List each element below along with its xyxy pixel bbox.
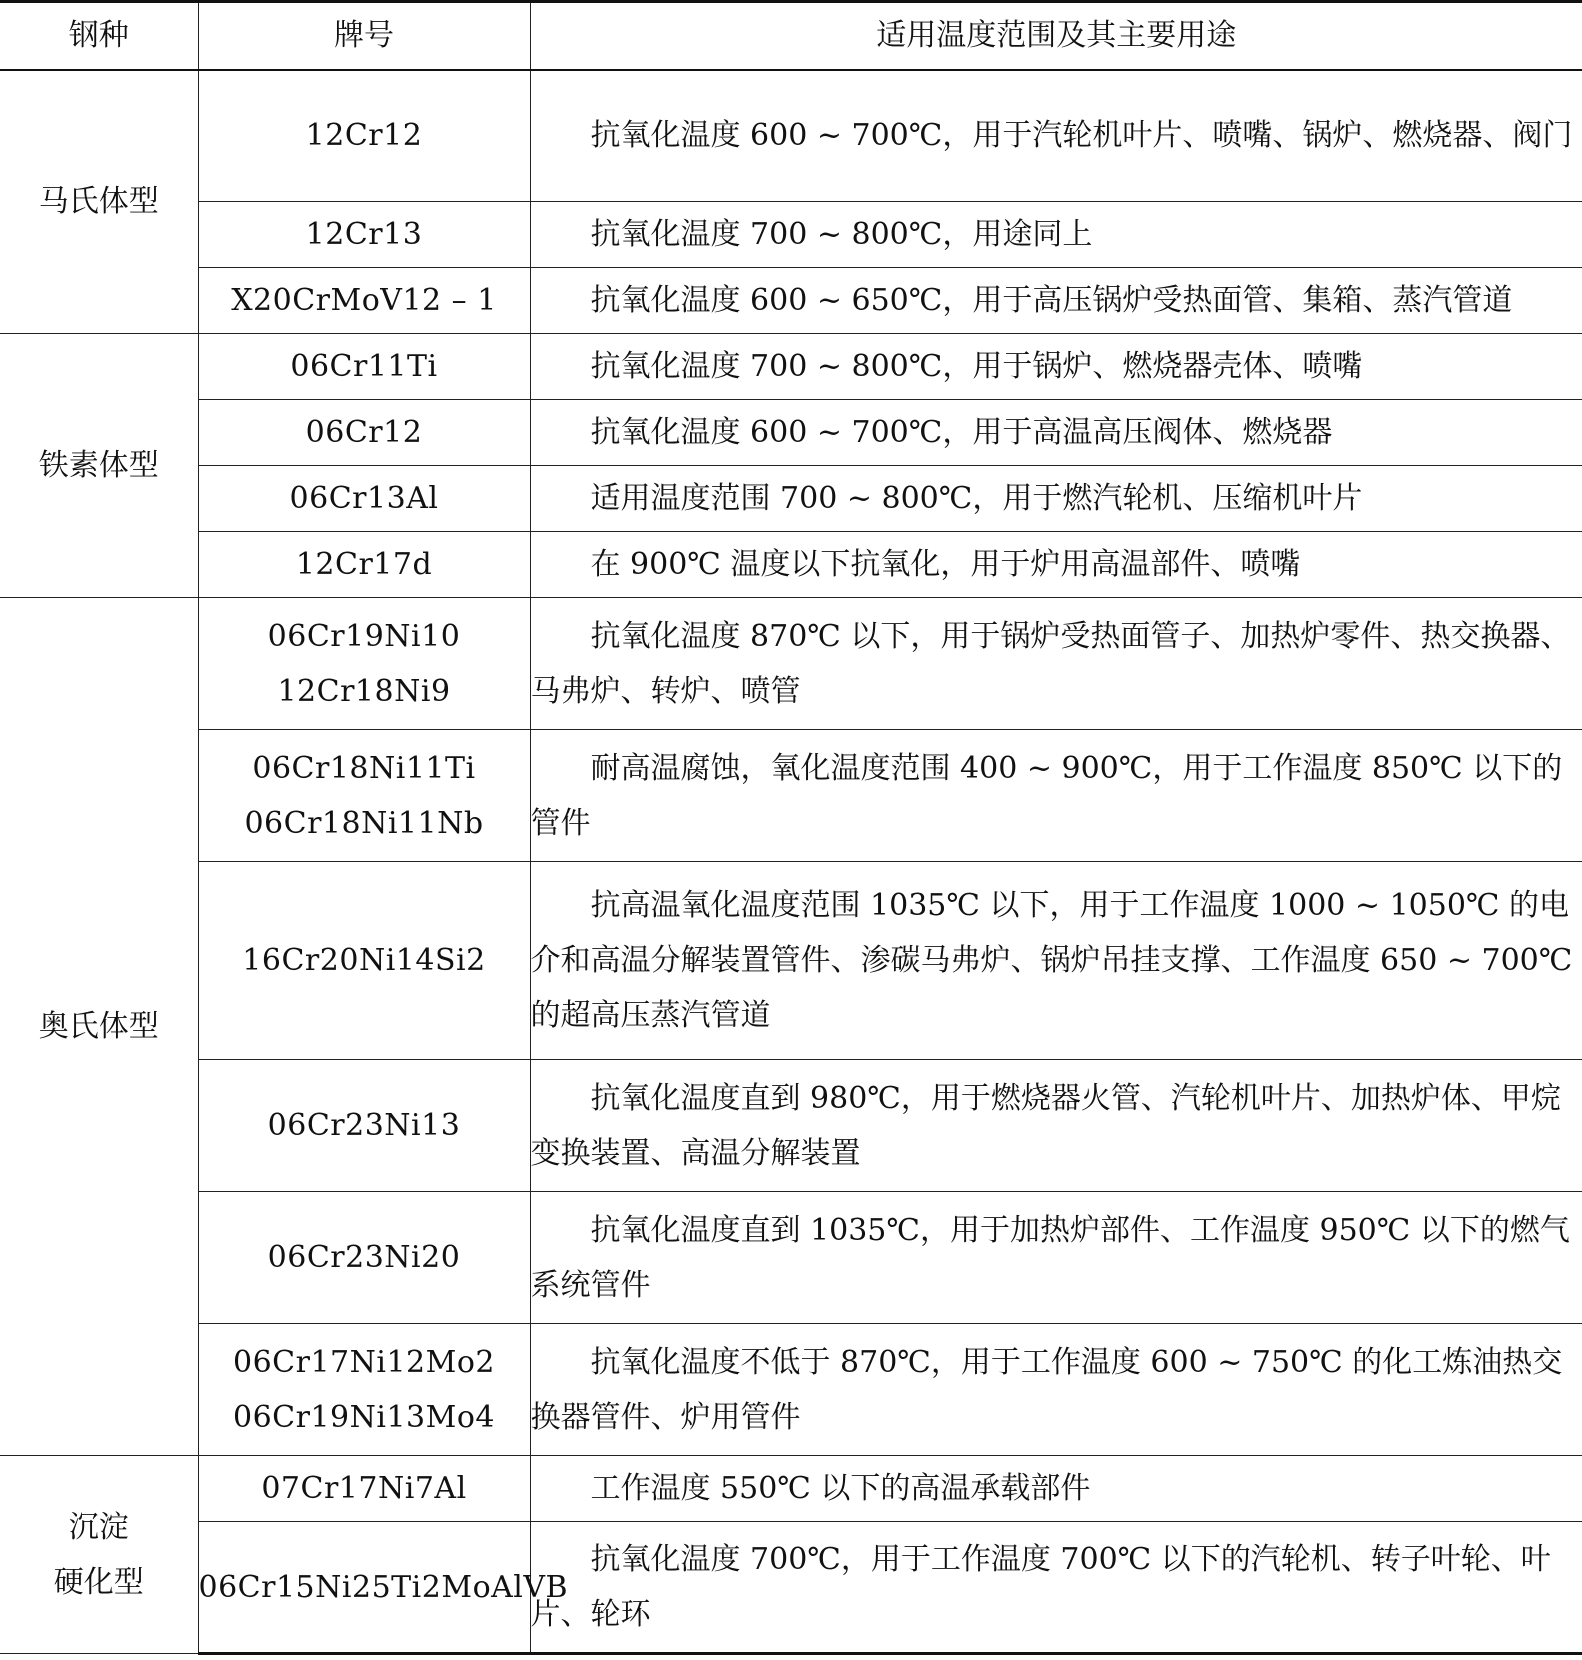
grade-cell <box>198 334 530 400</box>
usage-cell: 抗氧化温度直到 1035℃，用于加热炉部件、工作温度 950℃ 以下的燃气系统管件 <box>530 1192 1582 1324</box>
grade-text: X20CrMoV12 – 1 <box>231 283 497 318</box>
header-grade: 牌号 <box>198 2 530 70</box>
steel-type-line: 硬化型 <box>53 1564 144 1600</box>
table-row <box>0 1456 1582 1522</box>
table-row <box>0 1522 1582 1654</box>
header-steel-type: 钢种 <box>0 2 198 70</box>
grade-text: 12Cr17d <box>295 547 433 582</box>
header-usage: 适用温度范围及其主要用途 <box>530 2 1582 70</box>
table-row <box>0 334 1582 400</box>
steel-type-martensitic: 马氏体型 <box>0 70 198 334</box>
table-row <box>0 598 1582 730</box>
table-row <box>0 70 1582 202</box>
table-row <box>0 862 1582 1060</box>
grade-cell <box>198 466 530 532</box>
grade-cell <box>198 1060 530 1192</box>
grade-cell <box>198 1456 530 1522</box>
grade-text: 06Cr17Ni12Mo2 <box>232 1344 496 1380</box>
header-row <box>0 2 1582 70</box>
table-row <box>0 202 1582 268</box>
grade-text: 06Cr18Ni11Nb <box>244 805 484 841</box>
table-row <box>0 730 1582 862</box>
steel-type-precipitation-hardening <box>0 1456 198 1654</box>
usage-cell: 抗氧化温度 600 ~ 700℃，用于汽轮机叶片、喷嘴、锅炉、燃烧器、阀门 <box>530 70 1582 202</box>
grade-text: 12Cr18Ni9 <box>277 673 451 709</box>
grade-text: 06Cr12 <box>305 415 423 450</box>
grade-text: 06Cr19Ni13Mo4 <box>232 1399 496 1435</box>
grade-text: 06Cr13Al <box>289 481 439 516</box>
grade-text: 06Cr23Ni13 <box>267 1108 461 1143</box>
table-row <box>0 268 1582 334</box>
grade-cell <box>198 862 530 1060</box>
table-row <box>0 532 1582 598</box>
grade-text: 12Cr12 <box>305 118 423 154</box>
usage-cell: 抗氧化温度 600 ~ 700℃，用于高温高压阀体、燃烧器 <box>530 400 1582 466</box>
usage-cell: 在 900℃ 温度以下抗氧化，用于炉用高温部件、喷嘴 <box>530 532 1582 598</box>
grade-text: 07Cr17Ni7Al <box>261 1471 467 1506</box>
usage-cell: 抗氧化温度不低于 870℃，用于工作温度 600 ~ 750℃ 的化工炼油热交换器管件、炉用管件 <box>530 1324 1582 1456</box>
steel-type-ferritic: 铁素体型 <box>0 334 198 598</box>
usage-cell: 适用温度范围 700 ~ 800℃，用于燃汽轮机、压缩机叶片 <box>530 466 1582 532</box>
grade-text: 06Cr11Ti <box>290 349 438 384</box>
grade-text: 12Cr13 <box>305 217 423 252</box>
grade-cell <box>198 268 530 334</box>
steel-type-line: 沉淀 <box>68 1509 129 1545</box>
grade-text: 06Cr19Ni10 <box>267 618 461 654</box>
usage-cell: 耐高温腐蚀，氧化温度范围 400 ~ 900℃，用于工作温度 850℃ 以下的管件 <box>530 730 1582 862</box>
usage-cell: 抗氧化温度 700 ~ 800℃，用于锅炉、燃烧器壳体、喷嘴 <box>530 334 1582 400</box>
usage-cell: 抗高温氧化温度范围 1035℃ 以下，用于工作温度 1000 ~ 1050℃ 的电介和高温分解装置管件、渗碳马弗炉、锅炉吊挂支撑、工作温度 650 ~ 700℃ 的超高压蒸汽管道 <box>530 862 1582 1060</box>
grade-cell <box>198 1192 530 1324</box>
grade-cell <box>198 400 530 466</box>
grade-text: 06Cr23Ni20 <box>267 1240 461 1275</box>
table-row <box>0 1324 1582 1456</box>
grade-text: 06Cr15Ni25Ti2MoAlVB <box>198 1569 569 1605</box>
grade-cell <box>198 598 530 730</box>
usage-cell: 抗氧化温度 700℃，用于工作温度 700℃ 以下的汽轮机、转子叶轮、叶片、轮环 <box>530 1522 1582 1654</box>
grade-cell <box>198 1522 569 1654</box>
grade-cell <box>198 1324 530 1456</box>
table-row <box>0 466 1582 532</box>
usage-cell: 抗氧化温度直到 980℃，用于燃烧器火管、汽轮机叶片、加热炉体、甲烷变换装置、高温分解装置 <box>530 1060 1582 1192</box>
table-row <box>0 1192 1582 1324</box>
grade-cell <box>198 730 530 862</box>
grade-cell <box>198 202 530 268</box>
table-row <box>0 400 1582 466</box>
usage-cell: 抗氧化温度 700 ~ 800℃，用途同上 <box>530 202 1582 268</box>
usage-cell: 抗氧化温度 870℃ 以下，用于锅炉受热面管子、加热炉零件、热交换器、马弗炉、转炉、喷管 <box>530 598 1582 730</box>
usage-cell: 工作温度 550℃ 以下的高温承载部件 <box>530 1456 1582 1522</box>
grade-text: 06Cr18Ni11Ti <box>252 750 476 786</box>
usage-cell: 抗氧化温度 600 ~ 650℃，用于高压锅炉受热面管、集箱、蒸汽管道 <box>530 268 1582 334</box>
grade-cell <box>198 70 530 202</box>
table-row <box>0 1060 1582 1192</box>
grade-text: 16Cr20Ni14Si2 <box>242 943 486 978</box>
steel-type-austenitic: 奥氏体型 <box>0 598 198 1456</box>
grade-cell <box>198 532 530 598</box>
